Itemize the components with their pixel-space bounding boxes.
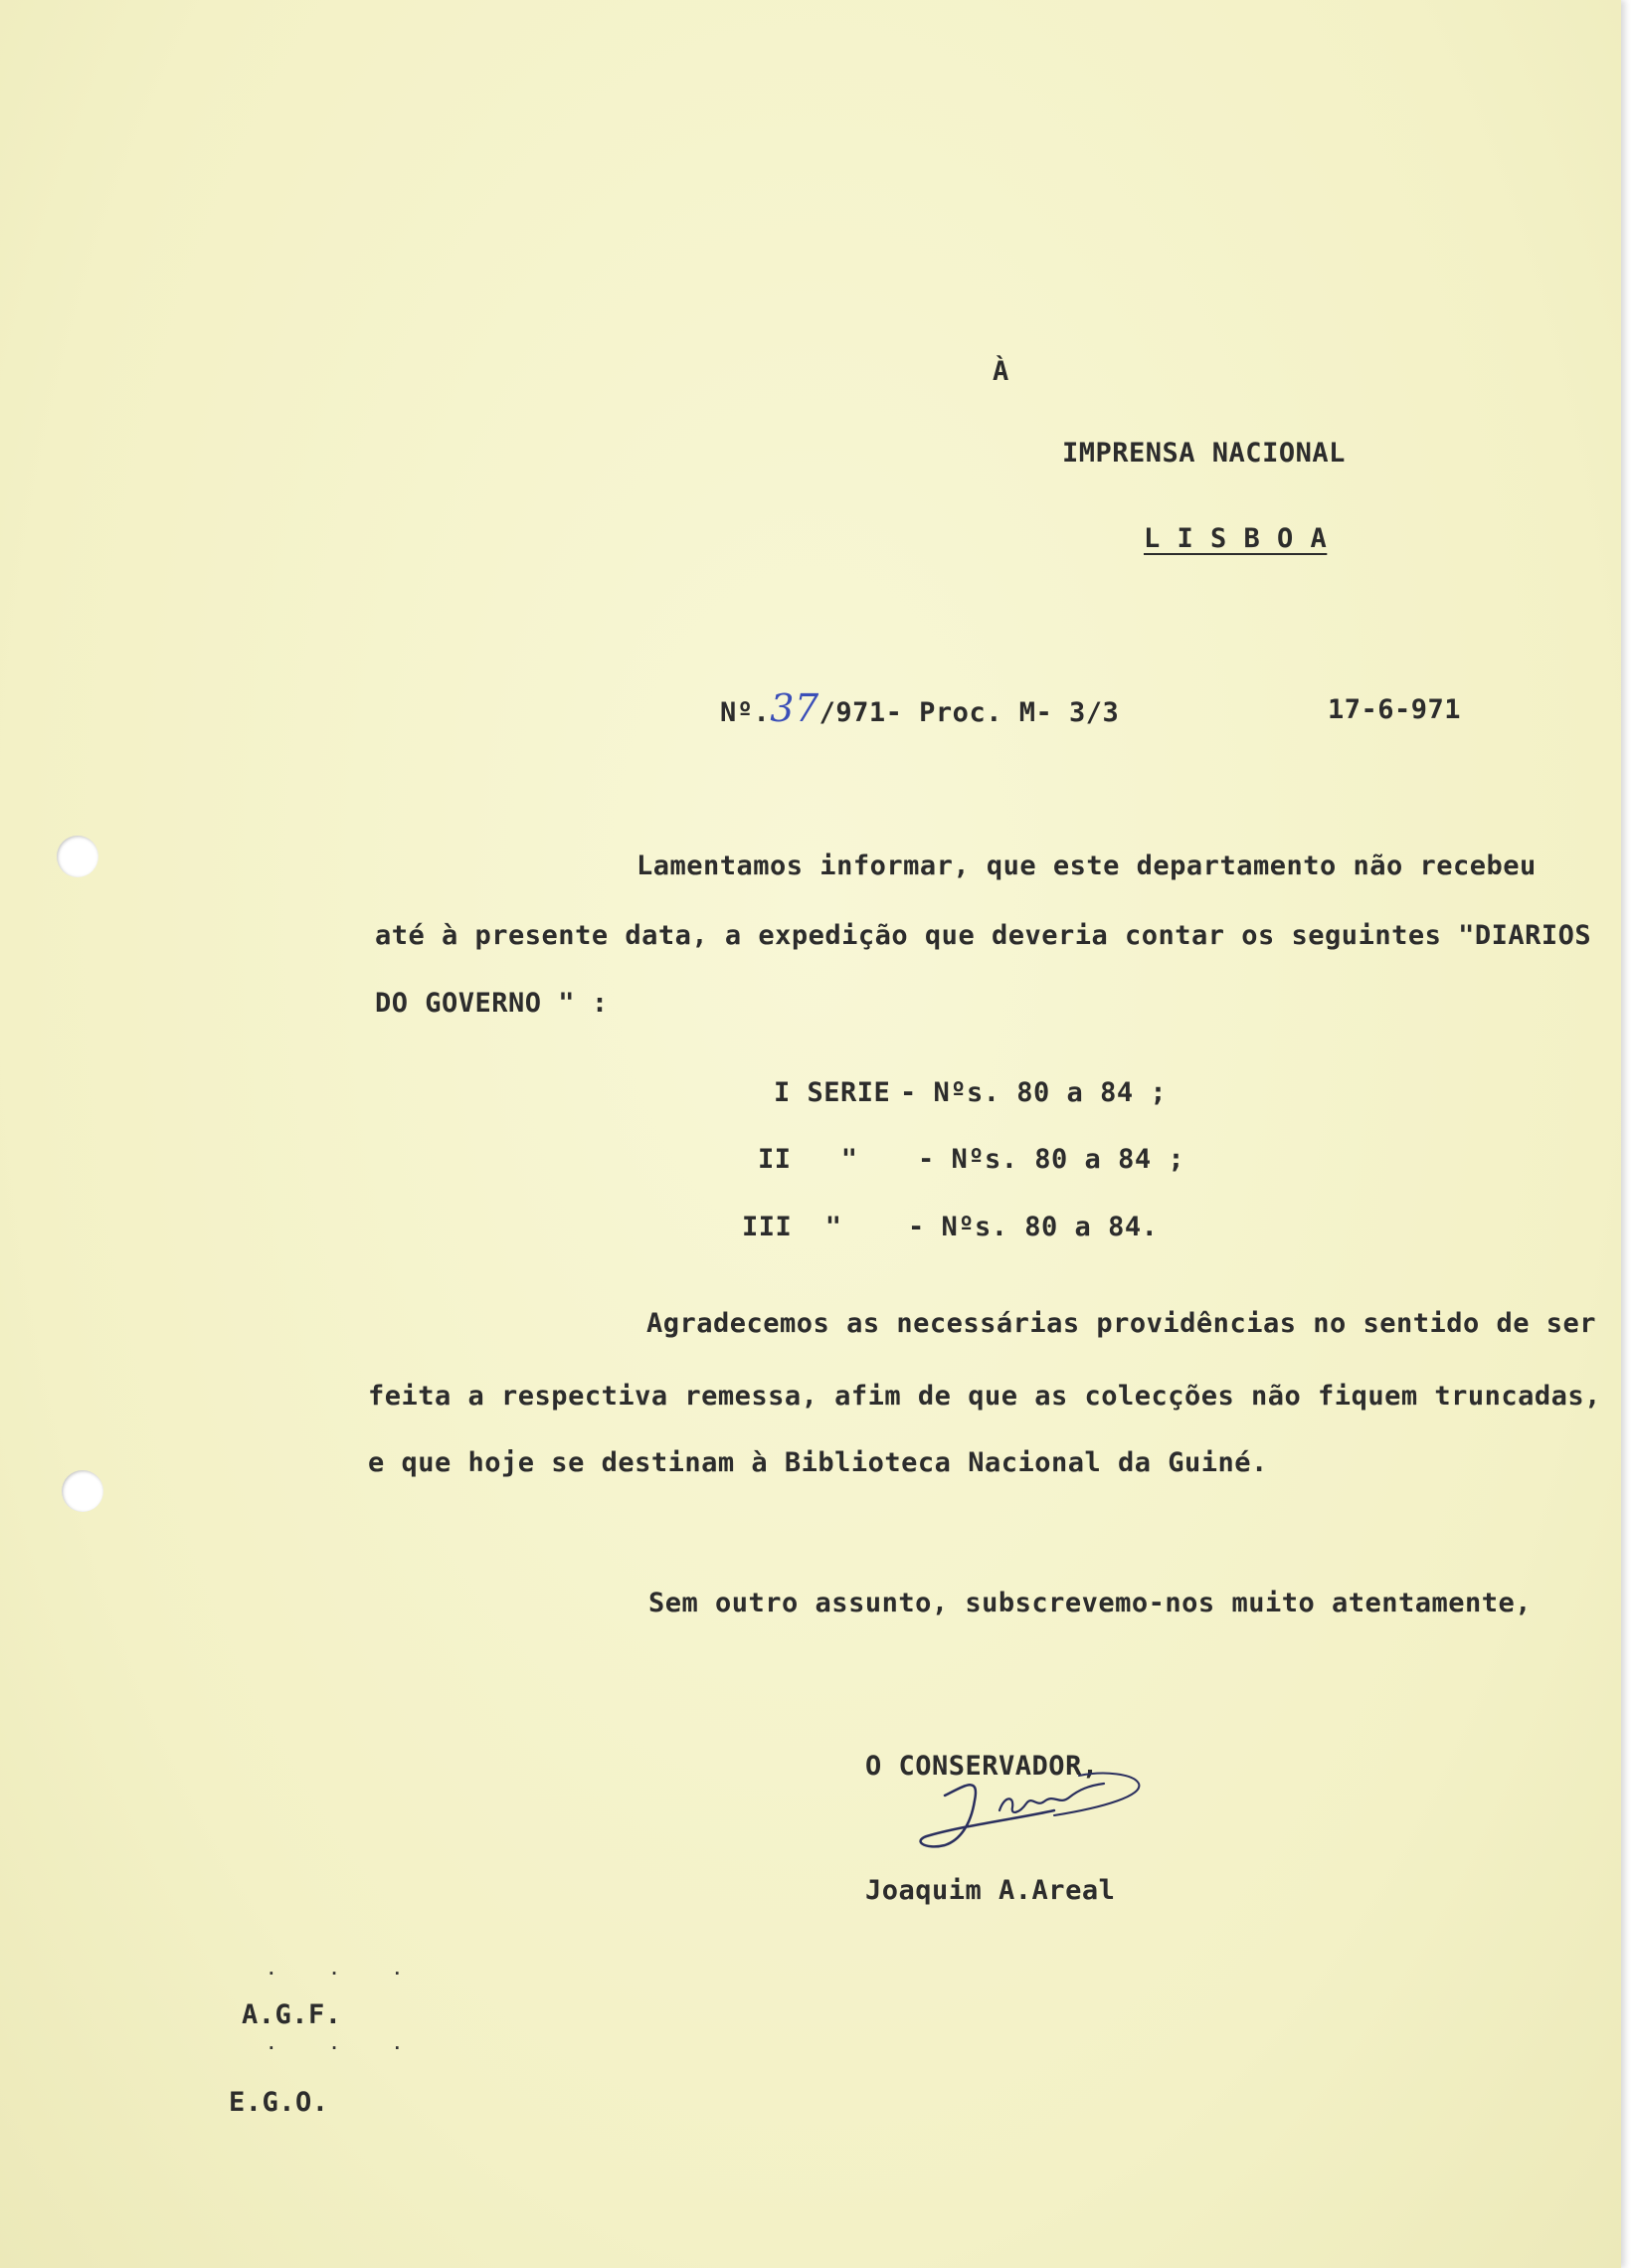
copy-line-1: A.G.F.	[242, 1999, 342, 2030]
reference-prefix: Nº.	[720, 697, 771, 728]
reference-suffix: /971- Proc. M- 3/3	[818, 697, 1120, 728]
paragraph-1-line-2: até à presente data, a expedição que deveria contar os seguintes "DIARIOS	[375, 920, 1592, 951]
signatory-title: O CONSERVADOR,	[865, 1751, 1099, 1782]
paragraph-1-line-3: DO GOVERNO " :	[375, 988, 609, 1019]
handwritten-signature	[905, 1756, 1154, 1865]
series-name: III "	[742, 1212, 842, 1242]
closing-line: Sem outro assunto, subscrevemo-nos muito atentamente,	[648, 1588, 1533, 1618]
paragraph-1-line-1: Lamentamos informar, que este departamento não recebeu	[636, 850, 1537, 881]
recipient-city: L I S B O A	[1144, 523, 1328, 554]
reference-line	[720, 686, 1119, 730]
series-detail: - Nºs. 80 a 84 ;	[900, 1077, 1168, 1108]
paragraph-2-line-2: feita a respectiva remessa, afim de que as colecções não fiquem truncadas,	[368, 1381, 1601, 1412]
recipient-name: IMPRENSA NACIONAL	[1062, 438, 1346, 469]
typed-dots: . . .	[267, 1960, 425, 1979]
series-name: II "	[758, 1144, 858, 1175]
series-detail: - Nºs. 80 a 84 ;	[918, 1144, 1185, 1175]
recipient-prefix: À	[993, 356, 1009, 387]
punch-hole-top	[57, 836, 98, 877]
series-detail: - Nºs. 80 a 84.	[908, 1212, 1159, 1242]
paragraph-2-line-3: e que hoje se destinam à Biblioteca Nacional da Guiné.	[368, 1447, 1268, 1478]
punch-hole-bottom	[62, 1470, 103, 1512]
signatory-name: Joaquim A.Areal	[865, 1875, 1116, 1906]
series-name: I SERIE	[774, 1077, 891, 1108]
reference-handwritten-number: 37	[770, 686, 819, 730]
typed-dots: . . .	[267, 2034, 425, 2053]
copy-line-2: E.G.O.	[229, 2087, 329, 2118]
letter-date: 17-6-971	[1328, 694, 1462, 725]
paragraph-2-line-1: Agradecemos as necessárias providências no sentido de ser	[646, 1308, 1597, 1339]
